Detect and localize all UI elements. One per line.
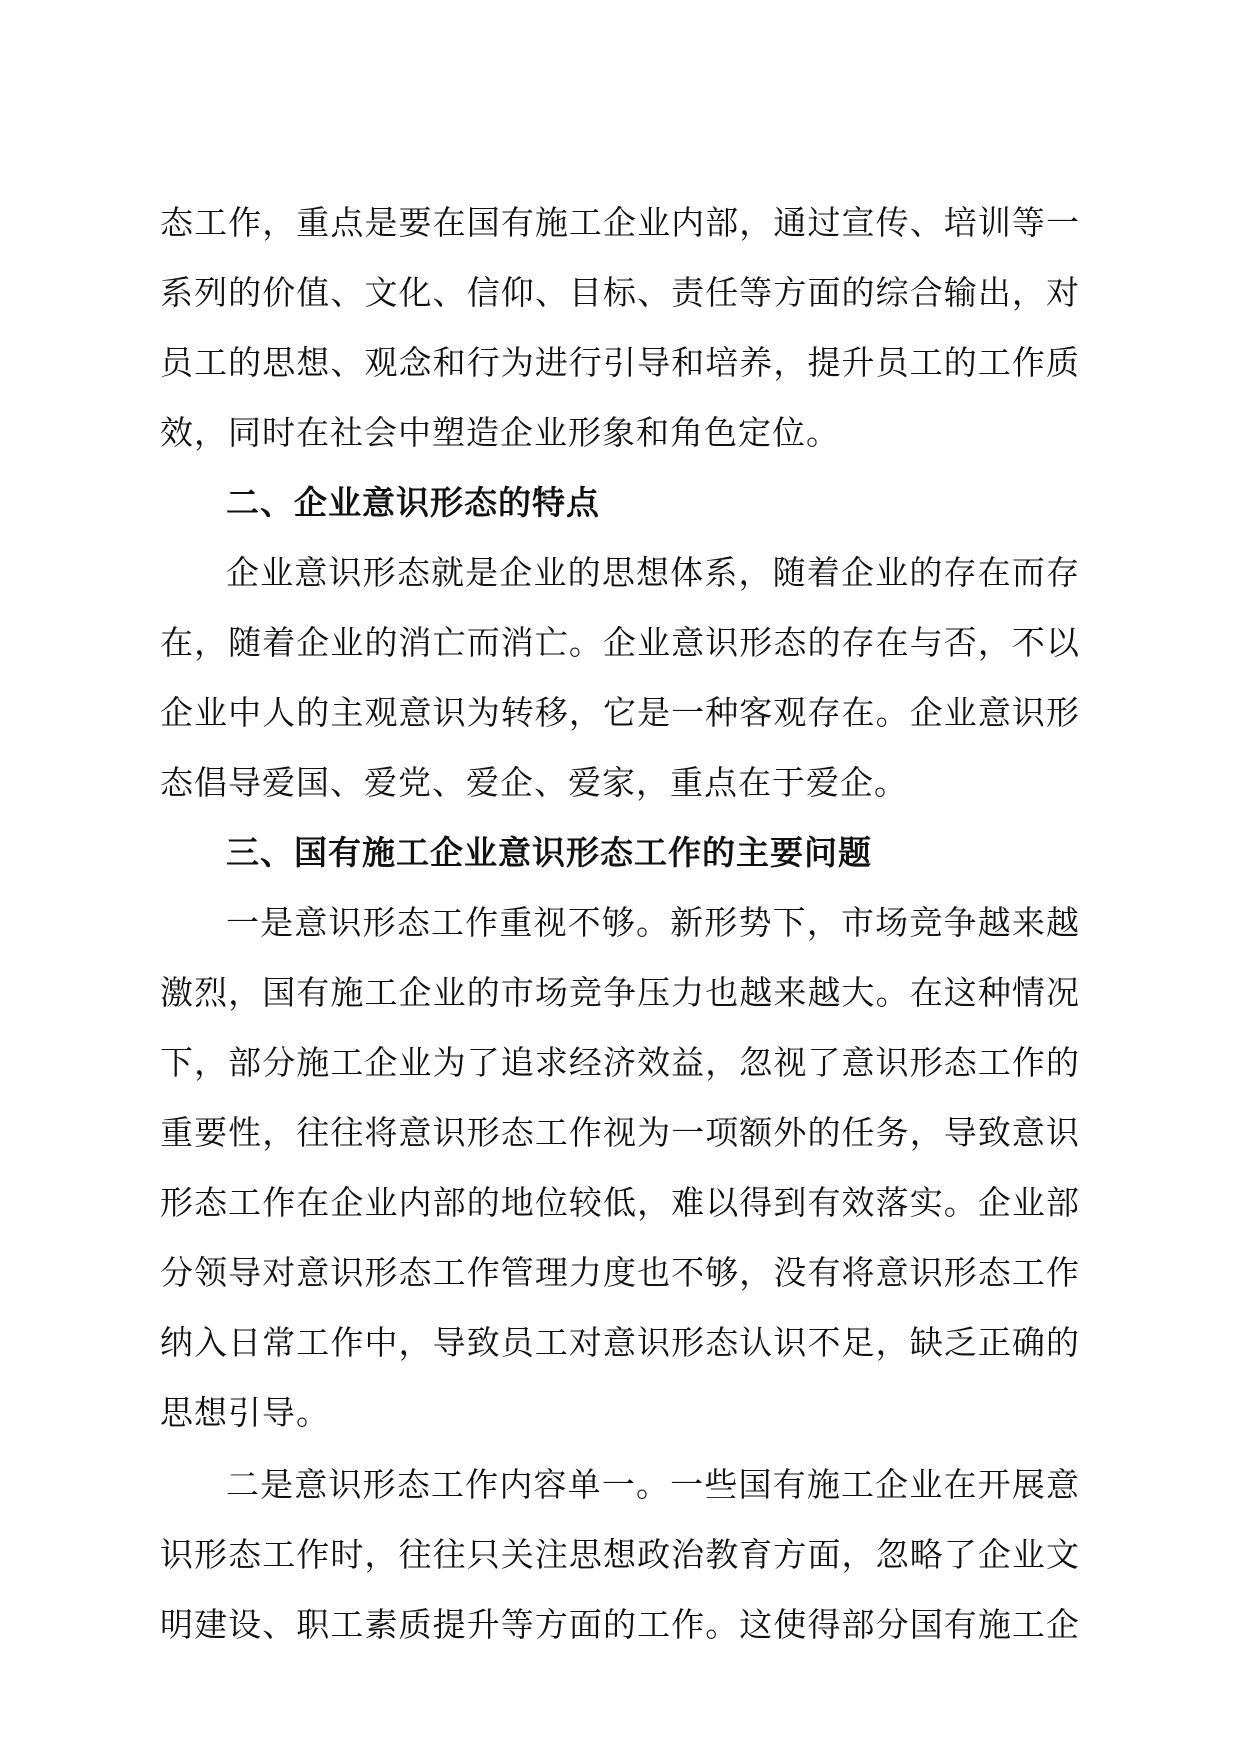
- text-line: 纳入日常工作中，导致员工对意识形态认识不足，缺乏正确的: [160, 1323, 1080, 1362]
- text-line: 形态工作在企业内部的地位较低，难以得到有效落实。企业部: [160, 1183, 1080, 1222]
- text-line: 分领导对意识形态工作管理力度也不够，没有将意识形态工作: [160, 1253, 1080, 1292]
- text-line: 重要性，往往将意识形态工作视为一项额外的任务，导致意识: [160, 1113, 1080, 1152]
- text-line: 态工作，重点是要在国有施工企业内部，通过宣传、培训等一: [160, 203, 1080, 242]
- text-line: 企业中人的主观意识为转移，它是一种客观存在。企业意识形: [160, 693, 1080, 732]
- text-line: 思想引导。: [160, 1393, 330, 1432]
- text-line: 识形态工作时，往往只关注思想政治教育方面，忽略了企业文: [160, 1535, 1080, 1574]
- text-line: 在，随着企业的消亡而消亡。企业意识形态的存在与否，不以: [160, 623, 1080, 662]
- text-line: 员工的思想、观念和行为进行引导和培养，提升员工的工作质: [160, 343, 1080, 382]
- text-line: 一是意识形态工作重视不够。新形势下，市场竞争越来越: [226, 903, 1080, 942]
- section-heading-characteristics: 二、企业意识形态的特点: [226, 483, 600, 522]
- text-line: 态倡导爱国、爱党、爱企、爱家，重点在于爱企。: [160, 763, 908, 802]
- text-line: 激烈，国有施工企业的市场竞争压力也越来越大。在这种情况: [160, 973, 1080, 1012]
- section-heading-problems: 三、国有施工企业意识形态工作的主要问题: [226, 833, 872, 872]
- text-line: 效，同时在社会中塑造企业形象和角色定位。: [160, 413, 840, 452]
- text-line: 系列的价值、文化、信仰、目标、责任等方面的综合输出，对: [160, 273, 1080, 312]
- text-line: 二是意识形态工作内容单一。一些国有施工企业在开展意: [226, 1465, 1080, 1504]
- text-line: 企业意识形态就是企业的思想体系，随着企业的存在而存: [226, 553, 1080, 592]
- text-line: 明建设、职工素质提升等方面的工作。这使得部分国有施工企: [160, 1605, 1080, 1644]
- text-line: 下，部分施工企业为了追求经济效益，忽视了意识形态工作的: [160, 1043, 1080, 1082]
